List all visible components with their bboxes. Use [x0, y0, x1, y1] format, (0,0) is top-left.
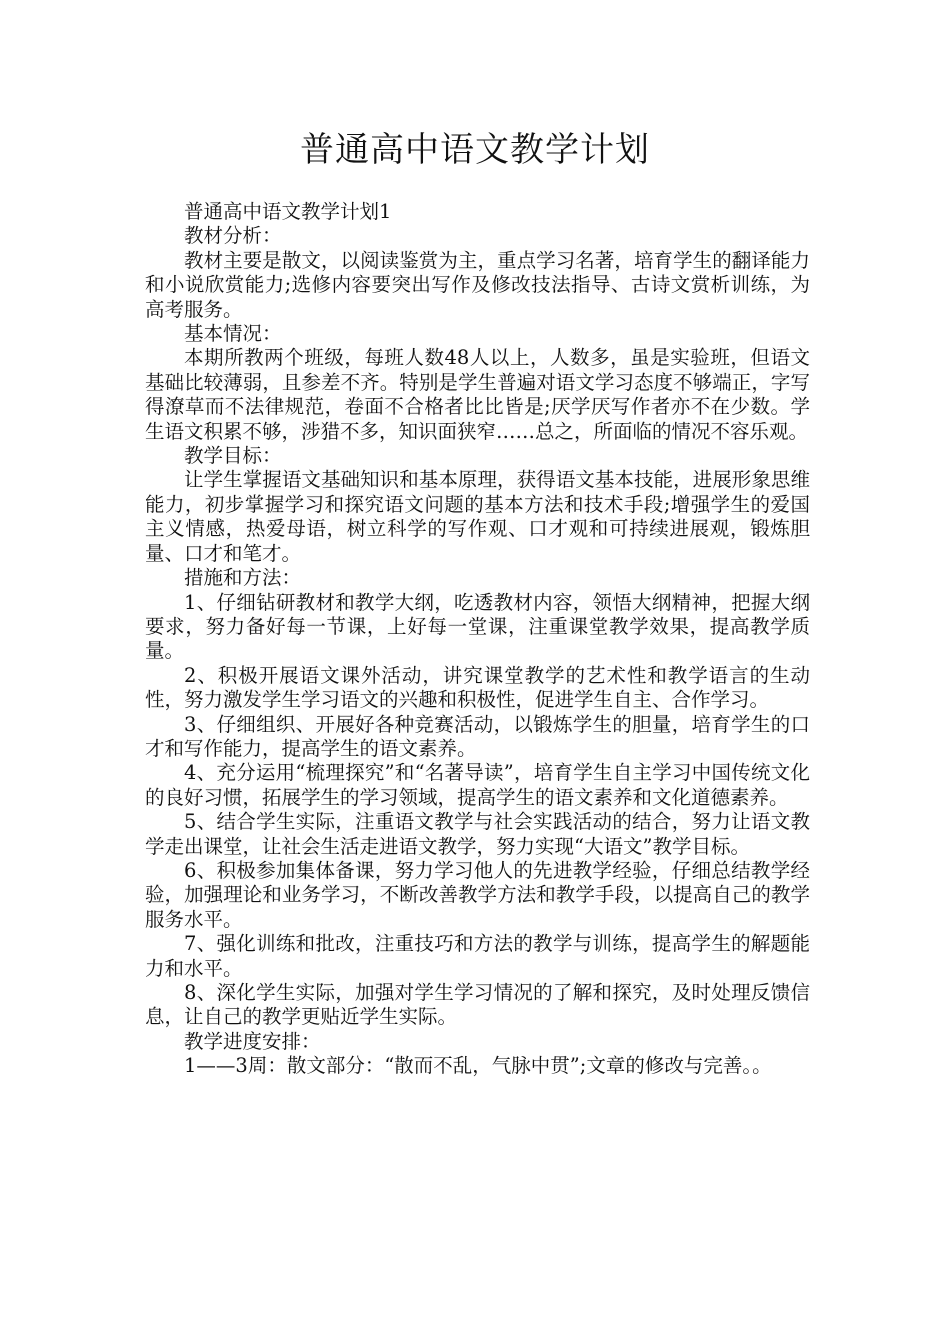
body-paragraph: 本期所教两个班级，每班人数48人以上，人数多，虽是实验班，但语文基础比较薄弱，且参差不齐。特别是学生普遍对语文学习态度不够端正，字写得潦草而不法律规范，卷面不合格者比比皆是;厌学厌写作者亦不在少数。学生语文积累不够，涉猎不多，知识面狭窄……总之，所面临的情况不容乐观。 — [145, 346, 810, 443]
measure-item: 4、充分运用“梳理探究”和“名著导读”，培育学生自主学习中国传统文化的良好习惯，拓展学生的学习领域，提高学生的语文素养和文化道德素养。 — [145, 761, 810, 809]
measure-item: 6、积极参加集体备课，努力学习他人的先进教学经验，仔细总结教学经验，加强理论和业务学习，不断改善教学方法和教学手段，以提高自己的教学服务水平。 — [145, 858, 810, 931]
section-heading-schedule: 教学进度安排： — [184, 1029, 321, 1053]
document-body — [145, 200, 810, 1079]
subtitle-paragraph: 普通高中语文教学计划1 — [184, 200, 392, 223]
section-heading-measures: 措施和方法： — [184, 566, 302, 590]
section-heading-teaching-goals: 教学目标： — [184, 444, 282, 468]
measure-item: 7、强化训练和批改，注重技巧和方法的教学与训练，提高学生的解题能力和水平。 — [145, 932, 810, 980]
measure-item: 2、积极开展语文课外活动，讲究课堂教学的艺术性和教学语言的生动性，努力激发学生学习语文的兴趣和积极性，促进学生自主、合作学习。 — [145, 663, 810, 712]
section-heading-textbook-analysis: 教材分析： — [184, 224, 282, 248]
measure-item: 5、结合学生实际，注重语文教学与社会实践活动的结合，努力让语文教学走出课堂，让社会生活走进语文教学，努力实现“大语文”教学目标。 — [145, 810, 810, 858]
body-paragraph: 让学生掌握语文基础知识和基本原理，获得语文基本技能，进展形象思维能力，初步掌握学习和探究语文问题的基本方法和技术手段;增强学生的爱国主义情感，热爱母语，树立科学的写作观、口才观和可持续进展观，锻炼胆量、口才和笔才。 — [145, 468, 810, 565]
measure-item: 1、仔细钻研教材和教学大纲，吃透教材内容，领悟大纲精神，把握大纲要求，努力备好每一节课，上好每一堂课，注重课堂教学效果，提高教学质量。 — [145, 590, 810, 663]
document-title: 普通高中语文教学计划 — [300, 130, 650, 170]
measure-item: 3、仔细组织、开展好各种竞赛活动，以锻炼学生的胆量，培育学生的口才和写作能力，提高学生的语文素养。 — [145, 712, 810, 760]
body-paragraph: 教材主要是散文，以阅读鉴赏为主，重点学习名著，培育学生的翻译能力和小说欣赏能力;选修内容要突出写作及修改技法指导、古诗文赏析训练，为高考服务。 — [145, 248, 810, 321]
measure-item: 8、深化学生实际，加强对学生学习情况的了解和探究，及时处理反馈信息，让自己的教学更贴近学生实际。 — [145, 981, 810, 1029]
schedule-item: 1——3周：散文部分：“散而不乱，气脉中贯”;文章的修改与完善。。 — [184, 1054, 772, 1078]
section-heading-basic-situation: 基本情况： — [184, 322, 282, 346]
